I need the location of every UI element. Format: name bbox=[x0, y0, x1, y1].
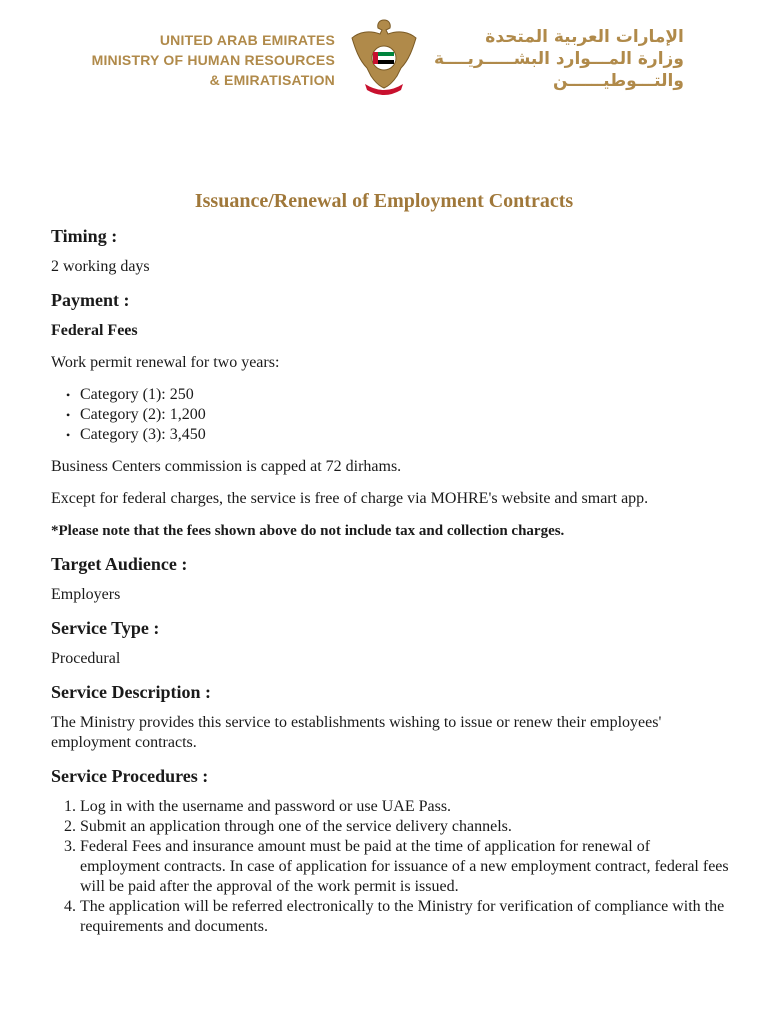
list-item: 3. Federal Fees and insurance amount must be paid at the time of application for renewal of employment contracts. In case of application for issuance of a new employment contract, federal fees will be paid after the approval of the work permit is issued. bbox=[80, 837, 731, 897]
ministry-name-english bbox=[92, 30, 335, 90]
target-audience-value: Employers bbox=[51, 586, 121, 603]
english-line-2: MINISTRY OF HUMAN RESOURCES bbox=[91, 52, 335, 68]
payment-intro: Work permit renewal for two years: bbox=[51, 354, 280, 371]
list-item: • Category (3): 3,450 bbox=[80, 425, 731, 445]
document-body bbox=[51, 190, 731, 937]
arabic-line-3: والتـــوطيــــــن bbox=[552, 71, 684, 91]
service-type-heading: Service Type : bbox=[51, 618, 160, 638]
payment-heading: Payment : bbox=[51, 290, 130, 310]
list-item: • Category (2): 1,200 bbox=[80, 405, 731, 425]
commission-note: Business Centers commission is capped at 72 dirhams. bbox=[51, 458, 402, 475]
procedure-steps bbox=[51, 797, 731, 937]
target-audience-heading: Target Audience : bbox=[51, 554, 188, 574]
list-item: • Category (1): 250 bbox=[80, 385, 731, 405]
federal-fees-heading: Federal Fees bbox=[51, 322, 138, 339]
english-line-1: UNITED ARAB EMIRATES bbox=[159, 32, 335, 48]
uae-emblem-icon bbox=[349, 16, 419, 98]
tax-note: *Please note that the fees shown above do not include tax and collection charges. bbox=[51, 523, 565, 539]
fee-category-list bbox=[51, 385, 731, 445]
letterhead bbox=[0, 0, 768, 110]
arabic-line-1: الإمارات العربية المتحدة bbox=[485, 27, 684, 47]
list-item: 4. The application will be referred electronically to the Ministry for verification of compliance with the requirements and documents. bbox=[80, 897, 731, 937]
document-title: Issuance/Renewal of Employment Contracts bbox=[194, 190, 574, 212]
english-line-3: & EMIRATISATION bbox=[209, 72, 335, 88]
timing-value: 2 working days bbox=[51, 258, 150, 275]
service-procedures-heading: Service Procedures : bbox=[51, 766, 209, 786]
service-description-value: The Ministry provides this service to establishments wishing to issue or renew their employees' employment contracts. bbox=[51, 714, 662, 751]
service-type-value: Procedural bbox=[51, 650, 121, 667]
ministry-name-arabic bbox=[434, 26, 684, 92]
timing-heading: Timing : bbox=[51, 226, 118, 246]
service-description-heading: Service Description : bbox=[51, 682, 211, 702]
list-item: 2. Submit an application through one of the service delivery channels. bbox=[80, 817, 731, 837]
page-cutoff bbox=[0, 963, 768, 1024]
free-service-note: Except for federal charges, the service is free of charge via MOHRE's website and smart app. bbox=[51, 490, 649, 507]
list-item: 1. Log in with the username and password or use UAE Pass. bbox=[80, 797, 731, 817]
arabic-line-2: وزارة المـــوارد البشـــــريــــة bbox=[434, 49, 684, 69]
